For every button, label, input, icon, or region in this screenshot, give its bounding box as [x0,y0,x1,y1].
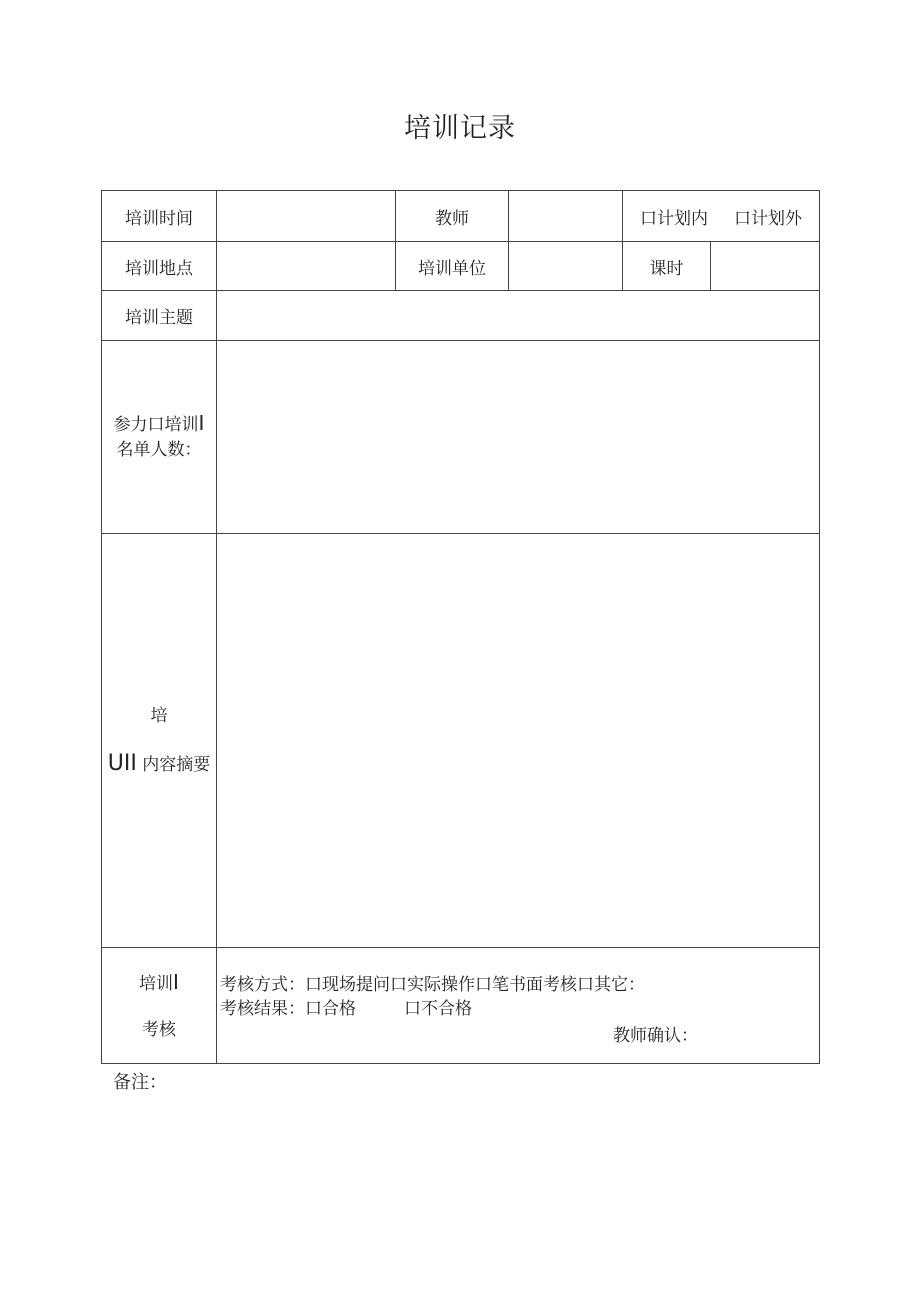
label-assessment-line2: 考核 [142,1019,176,1040]
page-title: 培训记录 [404,113,516,144]
row-topic [102,291,820,341]
field-teacher[interactable] [509,191,623,242]
label-participants-line1: 参力口培训 [113,415,199,435]
label-participants-line2: 名单人数： [116,440,202,460]
assessment-result-label: 考核结果： [220,999,305,1019]
label-training-topic: 培训主题 [102,291,217,341]
checkbox-plan-in[interactable]: 口计划内 [640,208,708,229]
field-participants[interactable] [217,341,820,534]
label-participants [102,341,217,534]
label-assessment [102,948,217,1064]
field-training-place[interactable] [217,242,396,291]
field-training-unit[interactable] [509,242,623,291]
row-assessment [102,948,820,1064]
label-teacher: 教师 [396,191,509,242]
checkbox-pass[interactable]: 口合格 [305,999,356,1019]
notes-label: 备注： [113,1072,167,1093]
assessment-cell [217,948,820,1064]
label-participants-bar: I [198,411,205,435]
field-content-summary[interactable] [217,534,820,948]
label-training-unit: 培训单位 [396,242,509,291]
label-content-summary [102,534,217,948]
row-time [102,191,820,242]
field-hours[interactable] [711,242,820,291]
row-place [102,242,820,291]
field-training-topic[interactable] [217,291,820,341]
assessment-result [220,994,472,1019]
teacher-confirm: 教师确认： [613,1026,698,1046]
label-hours: 课时 [623,242,711,291]
label-assessment-bar: I [173,969,179,994]
label-training-time: 培训时间 [102,191,217,242]
label-training-place: 培训地点 [102,242,217,291]
label-assessment-line1: 培训 [139,973,174,994]
row-content [102,534,820,948]
label-content-line2: 内容摘要 [142,755,211,775]
row-participants [102,341,820,534]
training-record-table [101,190,820,1064]
label-content-line1: 培 [150,706,168,726]
field-training-time[interactable] [217,191,396,242]
assessment-method[interactable]: 考核方式：口现场提问口实际操作口笔书面考核口其它： [220,975,645,995]
checkbox-fail[interactable]: 口不合格 [404,999,472,1019]
label-content-big: UII [107,751,137,776]
plan-options [623,191,820,242]
checkbox-plan-out[interactable]: 口计划外 [734,208,802,229]
